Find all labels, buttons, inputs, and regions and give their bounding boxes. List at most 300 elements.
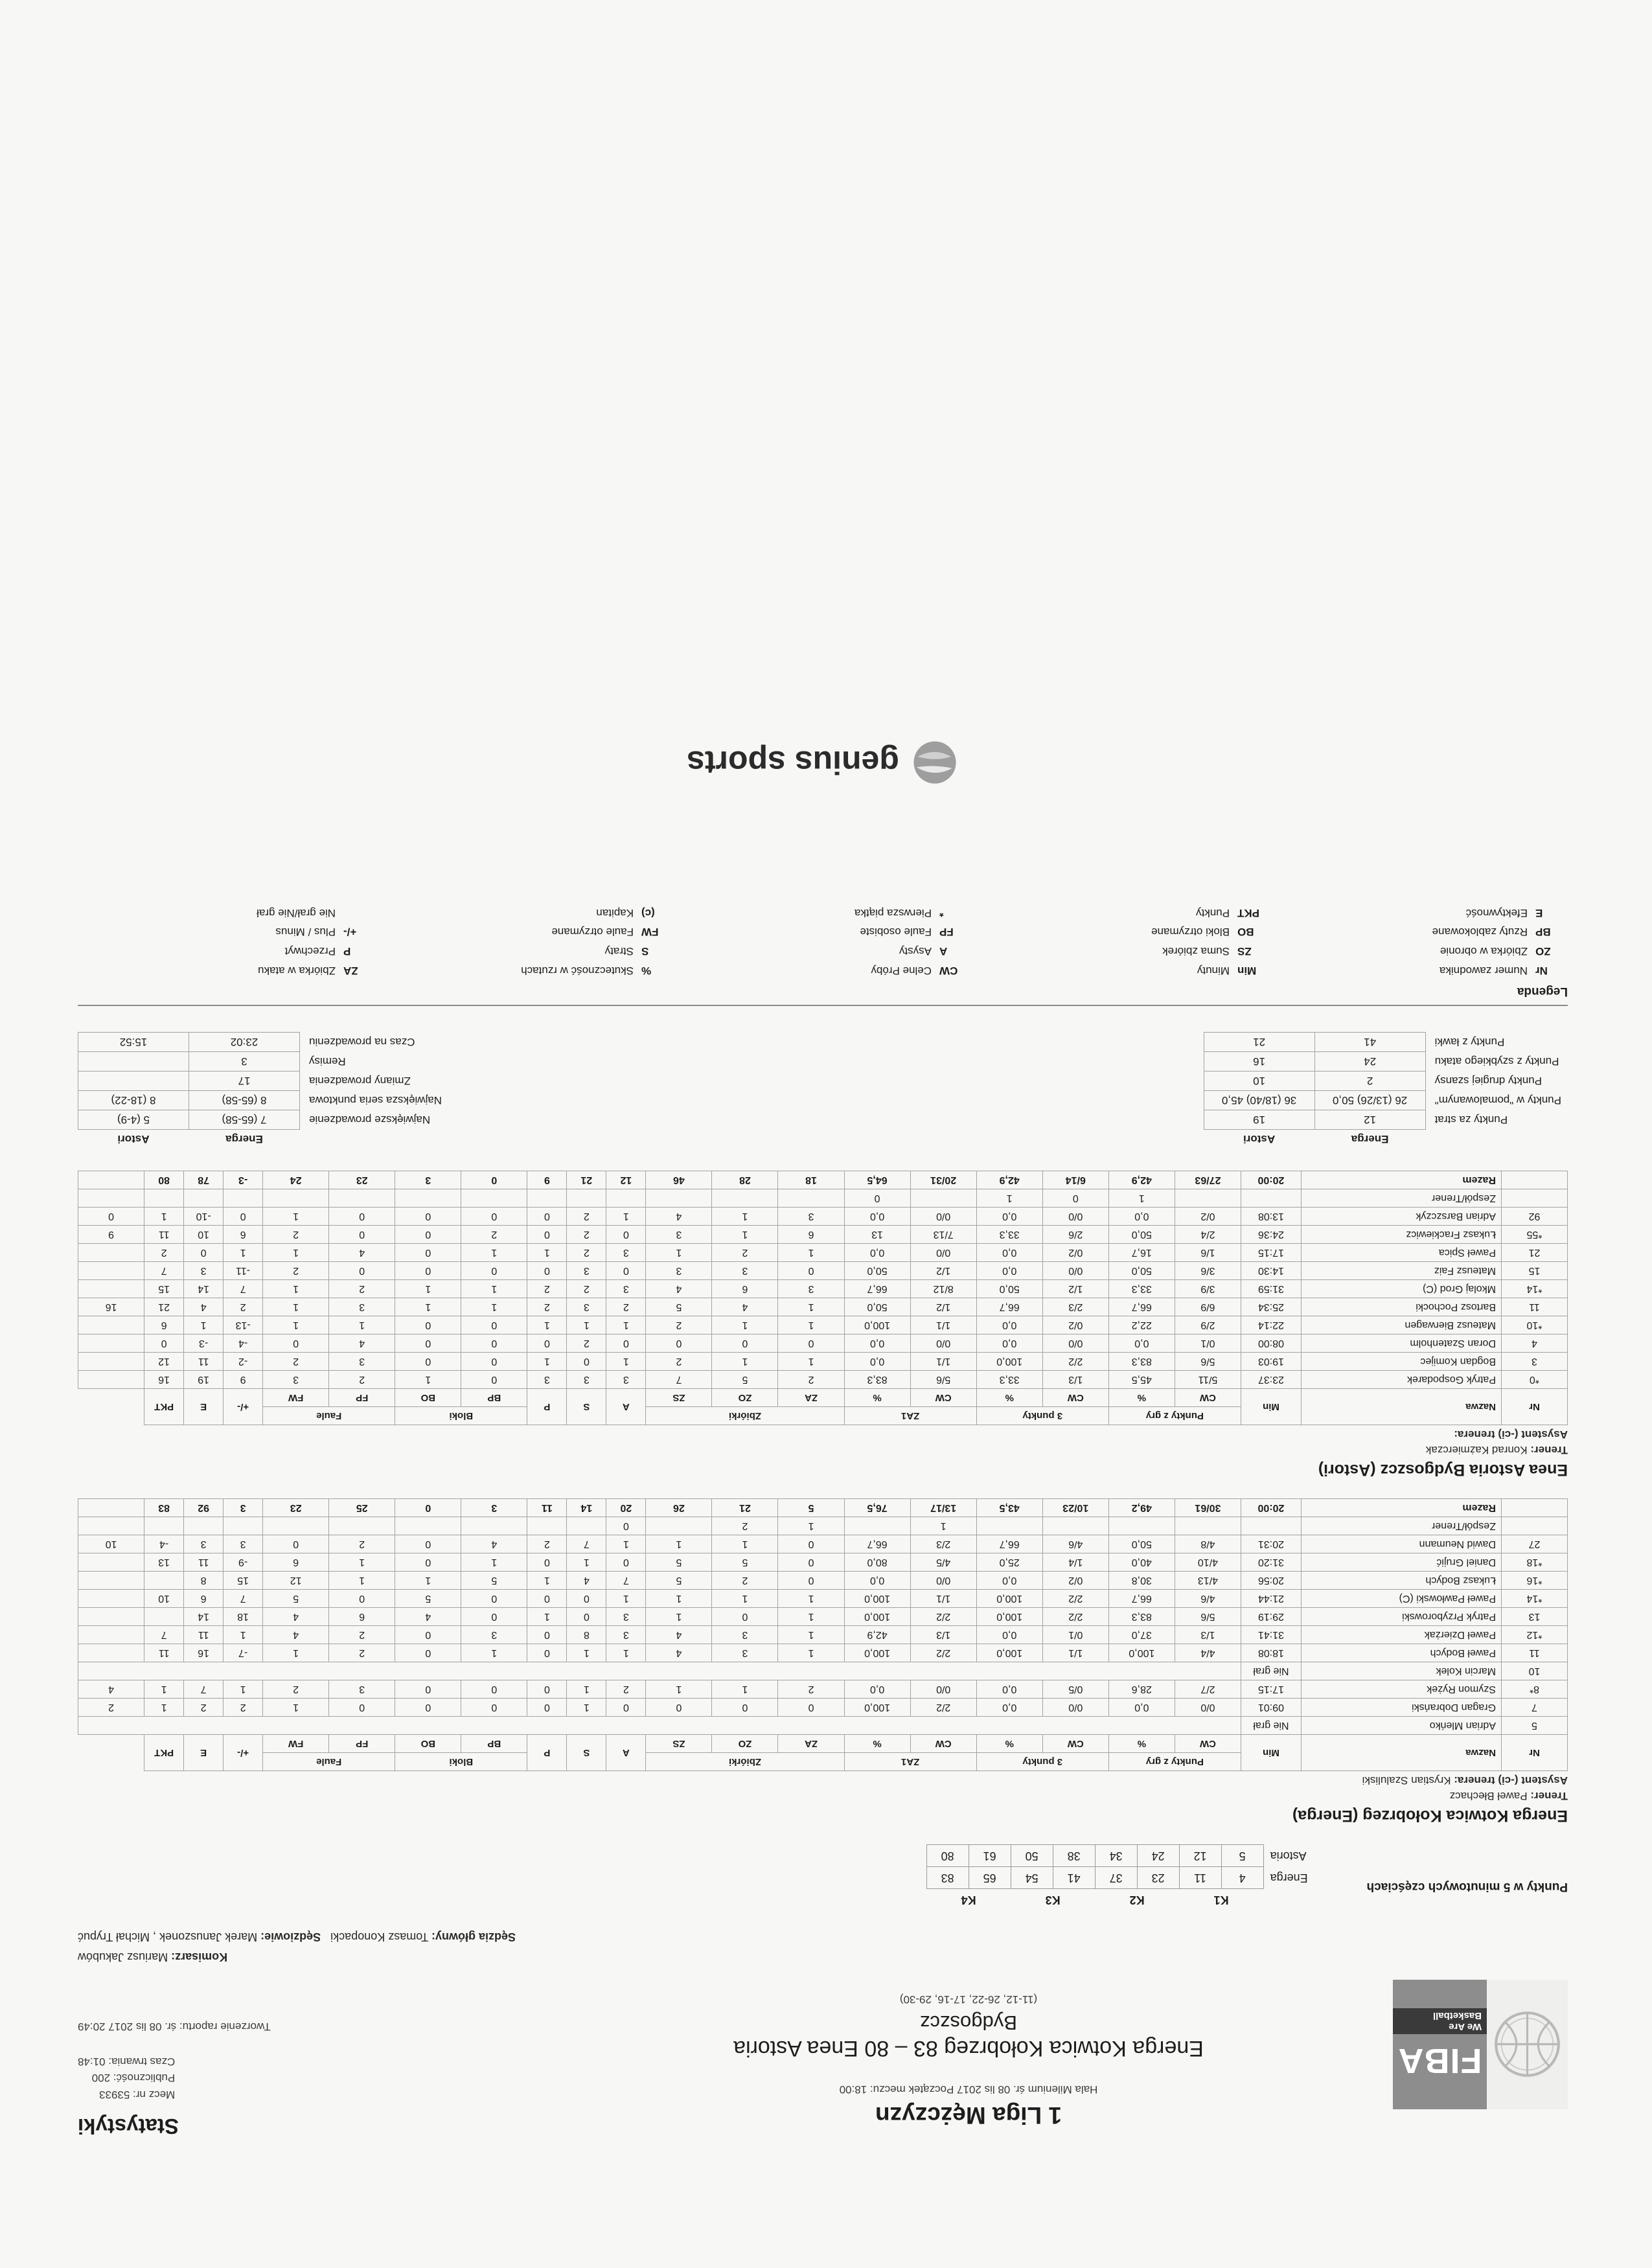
stat-cell: 0 bbox=[527, 1589, 567, 1607]
player-number: 21 bbox=[1501, 1243, 1567, 1261]
player-minutes: 14:30 bbox=[1241, 1261, 1301, 1279]
stat-cell: 0 bbox=[778, 1553, 844, 1571]
team-name-energa: Energa bbox=[1270, 1871, 1308, 1884]
stat-cell: 1/4 bbox=[1042, 1553, 1108, 1571]
stat-cell: 4 bbox=[461, 1535, 527, 1553]
stat-cell: 20/31 bbox=[910, 1171, 976, 1189]
stat-cell: 83,3 bbox=[1108, 1607, 1175, 1625]
stat-cell: 3 bbox=[184, 1261, 224, 1279]
stat-cell: 16 bbox=[78, 1298, 144, 1316]
fiba-text: FIBA bbox=[1397, 2041, 1482, 2080]
stat-cell: 33,3 bbox=[976, 1225, 1042, 1243]
stat-cell: 0/0 bbox=[910, 1243, 976, 1261]
stat-cell: 2/2 bbox=[910, 1644, 976, 1662]
stat-cell: 23 bbox=[263, 1498, 329, 1517]
stat-cell: 1 bbox=[144, 1680, 184, 1698]
stat-cell: 33,3 bbox=[1108, 1279, 1175, 1298]
stat-cell: 100,0 bbox=[844, 1589, 910, 1607]
summary-value-a: 24 bbox=[1314, 1051, 1425, 1071]
stat-cell bbox=[78, 1261, 144, 1279]
legend-entry bbox=[972, 961, 1270, 980]
stat-cell: 2 bbox=[646, 1316, 712, 1334]
stat-cell: 6 bbox=[184, 1589, 224, 1607]
table-row bbox=[78, 1644, 1568, 1662]
total-row bbox=[78, 1171, 1568, 1189]
summary-value-a: 23:02 bbox=[189, 1032, 300, 1051]
stat-cell: 6 bbox=[329, 1607, 395, 1625]
table-row bbox=[78, 1698, 1568, 1716]
boxscore-table-energa bbox=[78, 1498, 1568, 1771]
header-ft-cw: CW bbox=[910, 1388, 976, 1406]
stat-cell: 0 bbox=[527, 1625, 567, 1644]
stat-cell: 3 bbox=[778, 1279, 844, 1298]
stat-cell: 2 bbox=[527, 1279, 567, 1298]
genius-sports-wordmark: genius sports bbox=[687, 744, 899, 781]
player-number: 92 bbox=[1501, 1207, 1567, 1225]
player-name: Patryk Gospodarek bbox=[1301, 1370, 1501, 1388]
header-fg-cw: CW bbox=[1175, 1388, 1241, 1406]
stat-cell: 1/2 bbox=[910, 1298, 976, 1316]
stat-cell: 1 bbox=[1108, 1189, 1175, 1207]
stat-cell: 0 bbox=[395, 1498, 461, 1517]
legend-entry bbox=[78, 903, 376, 922]
stat-cell bbox=[224, 1189, 263, 1207]
stat-cell: 76,5 bbox=[844, 1498, 910, 1517]
table-row bbox=[78, 1298, 1568, 1316]
stat-cell: 1/1 bbox=[1042, 1644, 1108, 1662]
stat-cell: 1 bbox=[778, 1316, 844, 1334]
stat-cell: 0,0 bbox=[976, 1243, 1042, 1261]
stat-cell: -13 bbox=[224, 1316, 263, 1334]
stat-cell: 2 bbox=[567, 1243, 606, 1261]
stat-cell: 0/0 bbox=[910, 1207, 976, 1225]
stat-cell: 40,0 bbox=[1108, 1553, 1175, 1571]
stat-cell: 1 bbox=[567, 1698, 606, 1716]
stat-cell: 21 bbox=[144, 1298, 184, 1316]
header-3p-pct: % bbox=[976, 1388, 1042, 1406]
stat-cell: 2 bbox=[144, 1243, 184, 1261]
player-name: Paweł Pawłowski (C) bbox=[1301, 1589, 1501, 1607]
legend-entry bbox=[376, 941, 674, 961]
stat-cell: 3 bbox=[461, 1625, 527, 1644]
stat-cell bbox=[527, 1517, 567, 1535]
stat-cell: 0,0 bbox=[976, 1316, 1042, 1334]
header-steals: P bbox=[527, 1734, 567, 1770]
table-row bbox=[78, 1571, 1568, 1589]
stat-cell: 0 bbox=[778, 1571, 844, 1589]
stat-cell: 83,3 bbox=[844, 1370, 910, 1388]
stat-cell: 0 bbox=[461, 1261, 527, 1279]
player-name: Łukasz Frackiewicz bbox=[1301, 1225, 1501, 1243]
player-name: Dawid Neumann bbox=[1301, 1535, 1501, 1553]
table-row bbox=[78, 1370, 1568, 1388]
stat-cell: 1 bbox=[263, 1698, 329, 1716]
stat-cell: 3 bbox=[567, 1261, 606, 1279]
stat-cell bbox=[461, 1517, 527, 1535]
stat-cell: 6/14 bbox=[1042, 1171, 1108, 1189]
stat-cell: 92 bbox=[184, 1498, 224, 1517]
stat-cell: 2 bbox=[263, 1680, 329, 1698]
stat-cell: 1 bbox=[976, 1189, 1042, 1207]
header-assists: A bbox=[606, 1734, 646, 1770]
stat-cell bbox=[646, 1189, 712, 1207]
legend-value: Kapitan bbox=[596, 906, 634, 919]
legend-column-5 bbox=[78, 903, 376, 980]
header-turnovers: S bbox=[567, 1734, 606, 1770]
header-name: Nazwa bbox=[1301, 1388, 1501, 1425]
player-name: Marcin Kolek bbox=[1301, 1662, 1501, 1680]
stat-cell: 7 bbox=[144, 1261, 184, 1279]
legend-key: ZS bbox=[1237, 945, 1252, 958]
stat-cell bbox=[144, 1571, 184, 1589]
staff-label: Zespół/Trener bbox=[1301, 1189, 1501, 1207]
stat-cell: 2 bbox=[646, 1352, 712, 1370]
summary-label: Punkty z szybkiego ataku bbox=[1434, 1055, 1559, 1068]
stat-cell: 1 bbox=[606, 1316, 646, 1334]
stat-cell: 0 bbox=[263, 1535, 329, 1553]
cell: 24 bbox=[1137, 1844, 1179, 1866]
stat-cell: 1 bbox=[395, 1370, 461, 1388]
legend-key: E bbox=[1535, 906, 1543, 919]
stat-cell: 1 bbox=[910, 1517, 976, 1535]
stat-cell: 7 bbox=[606, 1571, 646, 1589]
header-group-fouls: Faule bbox=[263, 1406, 395, 1425]
stat-cell: 3 bbox=[329, 1298, 395, 1316]
group-header-row bbox=[78, 1752, 1568, 1770]
header-reb-zo: ZO bbox=[712, 1388, 778, 1406]
stat-cell: 1/1 bbox=[910, 1352, 976, 1370]
summary-value-a: 8 (65-58) bbox=[189, 1090, 300, 1110]
stat-cell: 14 bbox=[567, 1498, 606, 1517]
table-row bbox=[78, 1316, 1568, 1334]
quarter-1-header: K1 bbox=[1213, 1893, 1229, 1907]
stat-cell: -7 bbox=[224, 1644, 263, 1662]
cell: 4 bbox=[1221, 1866, 1263, 1888]
stat-cell: 3 bbox=[329, 1680, 395, 1698]
stat-cell: 2/2 bbox=[910, 1607, 976, 1625]
stat-cell: 0 bbox=[527, 1207, 567, 1225]
stat-cell: 28,6 bbox=[1108, 1680, 1175, 1698]
stat-cell: 0 bbox=[395, 1316, 461, 1334]
stat-cell bbox=[78, 1279, 144, 1298]
stat-cell: 1 bbox=[329, 1571, 395, 1589]
summary-label: Największa seria punktowa bbox=[309, 1094, 442, 1107]
stat-cell: 1 bbox=[144, 1207, 184, 1225]
player-name: Bartosz Pochocki bbox=[1301, 1298, 1501, 1316]
stat-cell: 1 bbox=[646, 1680, 712, 1698]
stat-cell bbox=[144, 1189, 184, 1207]
summary-label: Największe prowadzenie bbox=[309, 1114, 431, 1127]
stat-cell: 3 bbox=[224, 1535, 263, 1553]
player-number: *14 bbox=[1501, 1589, 1567, 1607]
stat-cell: -3 bbox=[184, 1334, 224, 1352]
stat-cell: 4/6 bbox=[1175, 1589, 1241, 1607]
stat-cell: 10/23 bbox=[1042, 1498, 1108, 1517]
stat-cell: 0 bbox=[527, 1334, 567, 1352]
stat-cell: 0/1 bbox=[1175, 1334, 1241, 1352]
player-name: Mkolaj Grod (C) bbox=[1301, 1279, 1501, 1298]
legend-entry bbox=[1270, 961, 1568, 980]
stat-cell: 4/8 bbox=[1175, 1535, 1241, 1553]
total-minutes: 20:00 bbox=[1241, 1171, 1301, 1189]
summary-label: Remisy bbox=[309, 1055, 346, 1068]
stat-cell: 1 bbox=[461, 1243, 527, 1261]
player-minutes: 20:31 bbox=[1241, 1535, 1301, 1553]
header-fg-pct: % bbox=[1108, 1388, 1175, 1406]
five-minute-scoring-block bbox=[78, 1844, 1568, 1910]
assistant-name: Krystian Szaluliski bbox=[1362, 1774, 1451, 1787]
stat-cell: 2/6 bbox=[1042, 1225, 1108, 1243]
stat-cell: 0 bbox=[395, 1698, 461, 1716]
header-points: PKT bbox=[144, 1388, 184, 1425]
legend-key: BO bbox=[1237, 926, 1254, 939]
table-row bbox=[78, 1589, 1568, 1607]
legend-value: Numer zawodnika bbox=[1439, 964, 1528, 977]
legend-key: +/- bbox=[343, 926, 357, 939]
stat-cell: 0 bbox=[527, 1644, 567, 1662]
summary-header-row bbox=[78, 1129, 449, 1149]
stat-cell: 100,0 bbox=[844, 1607, 910, 1625]
summary-value-b: 21 bbox=[1204, 1032, 1314, 1051]
stat-cell: 2 bbox=[567, 1334, 606, 1352]
stat-cell: 4 bbox=[646, 1279, 712, 1298]
legend-key: FW bbox=[641, 926, 659, 939]
stat-cell: 1 bbox=[646, 1243, 712, 1261]
legend-entry bbox=[376, 903, 674, 922]
stat-cell: 3 bbox=[646, 1225, 712, 1243]
stat-cell: 3 bbox=[263, 1370, 329, 1388]
stat-cell: 0/2 bbox=[1042, 1243, 1108, 1261]
stat-cell: 4 bbox=[263, 1625, 329, 1644]
player-number: 8* bbox=[1501, 1680, 1567, 1698]
legend-value: Faule otrzymane bbox=[551, 926, 634, 939]
stat-cell: 4 bbox=[712, 1298, 778, 1316]
referee-name: Tomasz Konopacki bbox=[330, 1930, 429, 1944]
stat-cell: 3 bbox=[778, 1207, 844, 1225]
header-blk-bo: BO bbox=[395, 1734, 461, 1752]
stat-cell: 0 bbox=[395, 1207, 461, 1225]
stat-cell: 6 bbox=[778, 1225, 844, 1243]
table-row bbox=[78, 1535, 1568, 1553]
stat-cell: 2/3 bbox=[1042, 1298, 1108, 1316]
commissioner-line bbox=[78, 1947, 1568, 1967]
stat-cell bbox=[184, 1189, 224, 1207]
legend-value: Efektywność bbox=[1465, 906, 1528, 919]
summary-value-b: 8 (18-22) bbox=[78, 1090, 189, 1110]
cell: 12 bbox=[1179, 1844, 1221, 1866]
stat-cell: 0 bbox=[461, 1207, 527, 1225]
stat-cell bbox=[144, 1517, 184, 1535]
stat-cell: 23 bbox=[329, 1171, 395, 1189]
summary-label: Punkty drugiej szansy bbox=[1434, 1075, 1542, 1088]
report-meta bbox=[78, 2019, 271, 2035]
stat-cell: 0,0 bbox=[844, 1334, 910, 1352]
summary-value-b bbox=[78, 1051, 189, 1071]
stat-cell: -2 bbox=[224, 1352, 263, 1370]
stat-cell: 3 bbox=[184, 1535, 224, 1553]
stat-cell: 66,7 bbox=[844, 1279, 910, 1298]
stat-cell: 4 bbox=[646, 1625, 712, 1644]
stat-cell: 13/17 bbox=[910, 1498, 976, 1517]
stat-cell: 0 bbox=[646, 1698, 712, 1716]
stat-cell: 50,0 bbox=[844, 1261, 910, 1279]
cell: 41 bbox=[1053, 1866, 1095, 1888]
header-reb-za: ZA bbox=[778, 1388, 844, 1406]
stat-cell: 83,3 bbox=[1108, 1352, 1175, 1370]
stat-cell: 3/9 bbox=[1175, 1279, 1241, 1298]
stat-cell: 0 bbox=[263, 1334, 329, 1352]
stat-cell: 4 bbox=[646, 1207, 712, 1225]
stat-cell: 2 bbox=[606, 1680, 646, 1698]
stat-cell: 2 bbox=[712, 1517, 778, 1535]
stat-cell: 1 bbox=[712, 1225, 778, 1243]
stat-cell: 1 bbox=[646, 1589, 712, 1607]
stat-cell: 100,0 bbox=[976, 1352, 1042, 1370]
stat-cell: 2 bbox=[78, 1698, 144, 1716]
legend-entry bbox=[78, 941, 376, 961]
stat-cell: 1 bbox=[606, 1535, 646, 1553]
summary-row bbox=[1204, 1071, 1568, 1090]
summary-value-b: 16 bbox=[1204, 1051, 1314, 1071]
stat-cell: 42,9 bbox=[1108, 1171, 1175, 1189]
stat-cell bbox=[778, 1189, 844, 1207]
five-minute-table bbox=[926, 1844, 1349, 1910]
player-minutes: 09:01 bbox=[1241, 1698, 1301, 1716]
stat-cell: 16 bbox=[184, 1644, 224, 1662]
stat-cell: 0 bbox=[606, 1517, 646, 1535]
coach-label: Trener: bbox=[1530, 1443, 1568, 1456]
header-3p-cw: CW bbox=[1042, 1388, 1108, 1406]
stat-cell: 2 bbox=[329, 1370, 395, 1388]
stat-cell: 0 bbox=[606, 1553, 646, 1571]
player-minutes: 31:41 bbox=[1241, 1625, 1301, 1644]
stat-cell: 0 bbox=[78, 1207, 144, 1225]
player-number: 10 bbox=[1501, 1662, 1567, 1680]
stat-cell: 1 bbox=[395, 1279, 461, 1298]
stat-cell: 0 bbox=[461, 1316, 527, 1334]
stat-cell bbox=[78, 1334, 144, 1352]
legend-title: Legenda bbox=[1517, 984, 1568, 998]
stat-cell: 2 bbox=[224, 1298, 263, 1316]
stat-cell: 50,0 bbox=[1108, 1535, 1175, 1553]
coach-label: Trener: bbox=[1530, 1789, 1568, 1802]
player-number: 7 bbox=[1501, 1698, 1567, 1716]
stat-cell: 0 bbox=[527, 1225, 567, 1243]
stat-cell: 0 bbox=[712, 1698, 778, 1716]
stat-cell: 12 bbox=[144, 1352, 184, 1370]
city-line: Bydgoszcz bbox=[920, 2011, 1017, 2034]
stat-cell: 3 bbox=[712, 1644, 778, 1662]
header-group-points: Punkty z gry bbox=[1108, 1406, 1241, 1425]
referee-label: Sędzia główny: bbox=[431, 1930, 516, 1944]
stat-cell: 0 bbox=[567, 1589, 606, 1607]
stat-cell: 3 bbox=[567, 1298, 606, 1316]
stat-cell: 11 bbox=[527, 1498, 567, 1517]
stat-cell: 7 bbox=[224, 1279, 263, 1298]
stat-cell: 0 bbox=[461, 1698, 527, 1716]
table-row bbox=[78, 1625, 1568, 1644]
stat-cell: 0 bbox=[606, 1261, 646, 1279]
stat-cell: 5/11 bbox=[1175, 1370, 1241, 1388]
header-name: Nazwa bbox=[1301, 1734, 1501, 1770]
stat-cell: 0 bbox=[527, 1261, 567, 1279]
header-blk-bp: BP bbox=[461, 1388, 527, 1406]
summary-row bbox=[1204, 1032, 1568, 1051]
stat-cell: 0 bbox=[606, 1225, 646, 1243]
header-points: PKT bbox=[144, 1734, 184, 1770]
legend-value: Pierwsza piątka bbox=[854, 906, 932, 919]
summary-value-b: 15:52 bbox=[78, 1032, 189, 1051]
legend-key: Min bbox=[1237, 964, 1257, 977]
stat-cell: 28 bbox=[712, 1171, 778, 1189]
total-label: Razem bbox=[1301, 1171, 1501, 1189]
legend-value: Punkty bbox=[1196, 906, 1230, 919]
stat-cell: 0,0 bbox=[844, 1571, 910, 1589]
header-reb-zs: ZS bbox=[646, 1734, 712, 1752]
stat-cell: 11 bbox=[144, 1225, 184, 1243]
dnp-blank bbox=[78, 1716, 1241, 1734]
stat-cell: 0/2 bbox=[1175, 1207, 1241, 1225]
stat-cell: 1/2 bbox=[910, 1261, 976, 1279]
stat-cell: 8 bbox=[184, 1571, 224, 1589]
stat-cell bbox=[78, 1352, 144, 1370]
header-reb-zs: ZS bbox=[646, 1388, 712, 1406]
stat-cell: 1 bbox=[144, 1698, 184, 1716]
player-minutes: 29:19 bbox=[1241, 1607, 1301, 1625]
player-name: Paweł Bodych bbox=[1301, 1644, 1501, 1662]
stat-cell bbox=[78, 1625, 144, 1644]
stat-cell: 0 bbox=[329, 1589, 395, 1607]
legend-value: Rzuty zablokowane bbox=[1432, 926, 1528, 939]
stat-cell: 0/0 bbox=[1042, 1207, 1108, 1225]
five-minute-header-row bbox=[926, 1888, 1349, 1910]
total-minutes: 20:00 bbox=[1241, 1498, 1301, 1517]
table-row bbox=[926, 1844, 1349, 1866]
cell: 80 bbox=[926, 1844, 969, 1866]
player-number: *18 bbox=[1501, 1553, 1567, 1571]
legend-value: Straty bbox=[604, 945, 634, 958]
stat-cell: 3 bbox=[527, 1370, 567, 1388]
stat-cell bbox=[78, 1370, 144, 1388]
assistant-label: Asystent (-ci) trenera: bbox=[1454, 1428, 1568, 1441]
cell: 61 bbox=[969, 1844, 1011, 1866]
stat-cell: 27/63 bbox=[1175, 1171, 1241, 1189]
stat-cell: 3 bbox=[224, 1498, 263, 1517]
stat-cell: 3 bbox=[395, 1171, 461, 1189]
stat-cell: 8 bbox=[567, 1625, 606, 1644]
stat-cell bbox=[184, 1517, 224, 1535]
summary-value-b bbox=[78, 1071, 189, 1090]
stat-cell: 0,0 bbox=[976, 1680, 1042, 1698]
header-foul-fw: FW bbox=[263, 1734, 329, 1752]
umpires-label: Sędziowie: bbox=[260, 1930, 321, 1944]
stat-cell: 1 bbox=[184, 1316, 224, 1334]
stat-cell bbox=[78, 1589, 144, 1607]
stat-cell: 66,7 bbox=[1108, 1298, 1175, 1316]
stat-cell: 1/2 bbox=[1042, 1279, 1108, 1298]
stat-cell: 1 bbox=[778, 1352, 844, 1370]
stat-cell bbox=[78, 1517, 144, 1535]
player-minutes: 13:08 bbox=[1241, 1207, 1301, 1225]
stat-cell: -9 bbox=[224, 1553, 263, 1571]
page-header bbox=[78, 1973, 1568, 2206]
legend-entry bbox=[674, 941, 972, 961]
player-minutes: 24:36 bbox=[1241, 1225, 1301, 1243]
stat-cell: 1 bbox=[606, 1207, 646, 1225]
header-turnovers: S bbox=[567, 1388, 606, 1425]
stat-cell: 2 bbox=[224, 1698, 263, 1716]
stat-cell: 14 bbox=[184, 1279, 224, 1298]
